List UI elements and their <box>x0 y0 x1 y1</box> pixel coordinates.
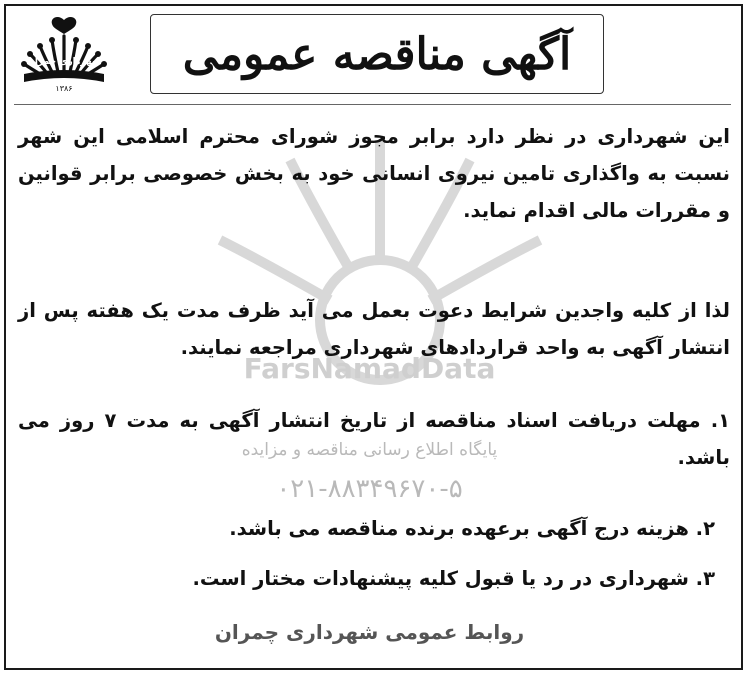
logo-year: ۱۳۸۶ <box>55 84 73 93</box>
signature: روابط عمومی شهرداری چمران <box>214 620 525 644</box>
page-title: آگهی مناقصه عمومی <box>182 28 572 80</box>
title-box <box>150 14 604 94</box>
watermark-tagline: پایگاه اطلاع رسانی مناقصه و مزایده <box>241 440 498 460</box>
watermark-phone: ۰۲۱-۸۸۳۴۹۶۷۰-۵ <box>276 474 463 504</box>
municipality-crest-icon <box>14 14 114 94</box>
list-item: ۳. شهرداری در رد یا قبول کلیه پیشنهادات مختار است. <box>192 567 715 590</box>
paragraph-invitation: لذا از کلیه واجدین شرایط دعوت بعمل می آید ظرف مدت یک هفته پس از انتشار آگهی به واحد قراردادهای شهرداری مراجعه نمایند. <box>18 299 730 359</box>
paragraph-intro: این شهرداری در نظر دارد برابر مجوز شورای محترم اسلامی این شهر نسبت به واگذاری تامین نیروی انسانی خود به بخش خصوصی برابر قوانین و مقررات مالی اقدام نماید. <box>18 125 730 222</box>
list-item: ۲. هزینه درج آگهی برعهده برنده مناقصه می باشد. <box>229 517 715 540</box>
list-item: ۱. مهلت دریافت اسناد مناقصه از تاریخ انتشار آگهی به مدت ۷ روز می باشد. <box>18 409 731 469</box>
header-divider <box>14 104 731 105</box>
watermark-brand: FarsNamadData <box>243 352 496 385</box>
logo-name: شهرداری چمران <box>27 57 101 67</box>
